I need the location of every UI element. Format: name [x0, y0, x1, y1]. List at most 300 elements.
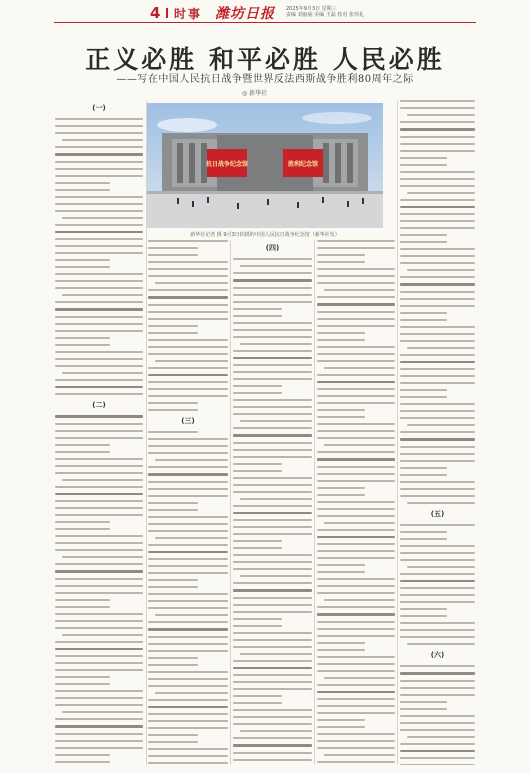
section-heading: (五): [430, 509, 445, 518]
banner-right-text: 胜利纪念馆: [287, 161, 319, 168]
text-line: [400, 403, 475, 405]
text-line: [148, 325, 198, 327]
text-line: [407, 566, 475, 568]
text-line: [400, 213, 475, 215]
text-line: [400, 481, 475, 483]
text-line: [317, 691, 395, 694]
text-line: [55, 493, 143, 496]
text-line: [55, 330, 143, 332]
text-line: [62, 479, 143, 481]
text-line: [148, 755, 228, 757]
text-line: [317, 402, 395, 404]
text-line: [317, 613, 395, 616]
text-line: [148, 530, 228, 532]
text-line: [55, 514, 143, 516]
text-line: [317, 332, 365, 334]
text-line: [55, 500, 143, 502]
text-line: [317, 698, 395, 700]
text-line: [55, 365, 143, 367]
text-line: [148, 678, 228, 680]
text-line: [400, 128, 475, 131]
text-line: [148, 734, 198, 736]
text-line: [324, 677, 395, 679]
text-line: [148, 607, 228, 609]
photo-caption: 新华社记者 摄 9月3日拍摄的中国人民抗日战争纪念馆（新华社发）: [190, 232, 340, 238]
text-line: [400, 488, 475, 490]
text-line: [55, 662, 143, 664]
text-line: [400, 136, 475, 138]
text-line: [55, 259, 110, 261]
text-line: [317, 458, 395, 461]
text-line: [148, 706, 228, 709]
text-line: [400, 375, 475, 377]
text-line: [233, 688, 312, 690]
text-line: [55, 465, 143, 467]
text-line: [400, 326, 475, 328]
section-heading: (四): [265, 244, 280, 252]
text-line: [55, 323, 143, 325]
text-line: [148, 685, 228, 687]
text-line: [400, 255, 475, 257]
text-line: [148, 671, 228, 673]
text-line: [55, 210, 143, 212]
text-line: [148, 275, 228, 277]
text-line: [155, 537, 228, 539]
header-meta: [286, 6, 364, 18]
text-line: [148, 296, 228, 299]
text-line: [148, 339, 228, 341]
text-line: [55, 161, 143, 163]
text-line: [317, 346, 395, 348]
text-line: [55, 153, 143, 156]
text-line: [317, 437, 395, 439]
text-line: [400, 495, 475, 497]
text-line: [148, 664, 198, 666]
text-line: [407, 502, 475, 504]
text-line: [148, 473, 228, 476]
text-line: [400, 305, 475, 307]
text-line: [55, 683, 110, 685]
text-line: [400, 382, 475, 384]
text-line: [317, 712, 395, 714]
text-line: [55, 168, 143, 170]
text-line: [400, 608, 447, 610]
text-line: [148, 402, 198, 404]
text-line: [233, 512, 312, 515]
text-line: [233, 385, 282, 387]
text-line: [233, 484, 312, 486]
text-line: [55, 351, 143, 353]
text-column-2: [148, 240, 228, 765]
text-line: [400, 743, 475, 745]
column-divider: [230, 240, 231, 765]
text-line: [400, 622, 475, 624]
text-line: [233, 357, 312, 360]
text-line: [400, 552, 475, 554]
text-line: [400, 389, 447, 391]
text-line: [148, 579, 198, 581]
section-heading: (一): [92, 104, 106, 112]
text-line: [317, 719, 365, 721]
text-line: [55, 430, 143, 432]
text-line: [317, 670, 395, 672]
text-line: [148, 502, 198, 504]
text-line: [148, 289, 228, 291]
text-line: [55, 125, 143, 127]
text-line: [400, 248, 475, 250]
text-line: [55, 535, 143, 537]
memorial-hall-image: [147, 103, 383, 228]
text-line: [317, 430, 395, 432]
text-line: [148, 254, 198, 256]
text-line: [55, 606, 110, 608]
text-line: [233, 582, 312, 584]
text-line: [233, 463, 282, 465]
text-line: [148, 720, 228, 722]
text-line: [148, 268, 228, 270]
text-line: [55, 358, 143, 360]
text-line: [55, 224, 143, 226]
text-line: [233, 308, 282, 310]
text-line: [317, 501, 395, 503]
newspaper-logo: 潍坊日报: [215, 6, 275, 22]
text-line: [400, 262, 475, 264]
text-line: [148, 516, 228, 518]
text-line: [55, 563, 143, 565]
text-line: [400, 636, 475, 638]
text-line: [55, 690, 143, 692]
text-line: [317, 360, 395, 362]
text-line: [317, 353, 395, 355]
text-line: [240, 730, 312, 732]
text-line: [240, 498, 312, 500]
text-line: [324, 754, 395, 756]
text-line: [55, 718, 143, 720]
text-line: [55, 740, 143, 742]
text-line: [317, 240, 395, 242]
text-line: [400, 143, 475, 145]
text-line: [148, 395, 228, 397]
text-line: [400, 438, 475, 441]
text-line: [55, 472, 143, 474]
text-line: [317, 515, 395, 517]
text-line: [55, 549, 143, 551]
text-line: [324, 522, 395, 524]
text-line: [400, 573, 475, 575]
text-line: [317, 416, 365, 418]
text-line: [317, 395, 395, 397]
text-line: [148, 551, 228, 554]
text-line: [55, 182, 110, 184]
text-column-4: [317, 240, 395, 765]
text-line: [317, 649, 365, 651]
text-line: [55, 641, 143, 643]
text-line: [317, 578, 395, 580]
text-line: [55, 486, 143, 488]
text-line: [55, 761, 110, 763]
text-line: [55, 423, 143, 425]
text-line: [400, 453, 475, 455]
text-line: [317, 409, 365, 411]
text-line: [55, 521, 110, 523]
page-header: [0, 0, 530, 24]
text-line: [148, 741, 198, 743]
text-line: [317, 761, 395, 763]
text-line: [233, 646, 312, 648]
text-line: [317, 374, 395, 376]
text-line: [155, 360, 228, 362]
text-line: [317, 740, 395, 742]
text-line: [148, 374, 228, 377]
text-line: [317, 451, 395, 453]
text-line: [233, 752, 312, 754]
text-line: [317, 621, 395, 623]
text-line: [324, 289, 395, 291]
text-line: [55, 287, 143, 289]
text-line: [233, 336, 312, 338]
text-line: [233, 442, 312, 444]
text-line: [400, 368, 475, 370]
text-line: [400, 298, 475, 300]
text-line: [55, 585, 143, 587]
text-line: [233, 279, 312, 282]
text-line: [317, 261, 365, 263]
text-line: [317, 473, 395, 475]
text-line: [400, 680, 475, 682]
text-line: [400, 283, 475, 286]
text-line: [148, 586, 198, 588]
text-line: [55, 754, 110, 756]
text-line: [148, 481, 228, 483]
text-line: [233, 392, 282, 394]
text-line: [233, 427, 312, 429]
text-line: [233, 568, 312, 570]
text-line: [317, 733, 395, 735]
text-line: [240, 575, 312, 577]
text-line: [233, 526, 312, 528]
text-line: [400, 312, 447, 314]
text-line: [317, 663, 395, 665]
text-line: [317, 480, 395, 482]
text-line: [233, 716, 312, 718]
text-line: [148, 381, 228, 383]
text-line: [400, 701, 447, 703]
text-line: [55, 301, 143, 303]
text-line: [400, 333, 475, 335]
text-line: [233, 611, 312, 613]
text-line: [400, 206, 475, 209]
text-line: [55, 379, 143, 381]
text-line: [400, 199, 475, 201]
editor-line: 责编 刘丽丽 美编 王磊 校对 张伟礼: [286, 12, 364, 18]
text-line: [55, 747, 143, 749]
page-number: 4: [150, 4, 161, 22]
text-line: [148, 318, 228, 320]
text-line: [148, 558, 228, 560]
text-line: [148, 713, 228, 715]
text-line: [233, 477, 312, 479]
text-line: [400, 708, 447, 710]
text-line: [55, 132, 143, 134]
text-line: [233, 406, 312, 408]
text-line: [233, 674, 312, 676]
text-line: [148, 466, 228, 468]
date-line: 2025年9月3日 星期三: [286, 6, 337, 12]
text-line: [317, 747, 395, 749]
text-line: [317, 296, 395, 298]
text-line: [148, 593, 228, 595]
text-line: [317, 536, 395, 539]
text-line: [55, 393, 143, 395]
text-line: [400, 446, 475, 448]
text-line: [55, 280, 143, 282]
text-line: [148, 509, 198, 511]
text-line: [233, 378, 312, 380]
section-heading: (六): [430, 651, 445, 659]
text-line: [233, 737, 312, 739]
article-byline: ◎ 新华社: [242, 90, 268, 97]
article-subtitle: ——写在中国人民抗日战争暨世界反法西斯战争胜利80周年之际: [116, 74, 414, 85]
text-line: [317, 423, 395, 425]
text-line: [233, 618, 282, 620]
text-line: [400, 545, 475, 547]
text-line: [62, 139, 143, 141]
text-line: [55, 238, 143, 240]
text-line: [233, 519, 312, 521]
text-line: [233, 371, 312, 373]
text-line: [148, 438, 228, 440]
text-line: [148, 600, 228, 602]
text-line: [400, 722, 475, 724]
text-line: [155, 614, 228, 616]
text-line: [233, 709, 312, 711]
text-line: [148, 544, 228, 546]
text-line: [62, 372, 143, 374]
text-line: [400, 580, 475, 583]
text-line: [55, 704, 143, 706]
text-line: [400, 150, 475, 152]
text-line: [317, 282, 395, 284]
text-line: [233, 294, 312, 296]
text-column-3: [233, 240, 312, 765]
text-line: [155, 459, 228, 461]
text-line: [400, 361, 475, 364]
text-line: [317, 726, 365, 728]
text-line: [55, 725, 143, 728]
text-line: [240, 343, 312, 345]
text-line: [400, 178, 475, 180]
text-line: [233, 723, 312, 725]
text-line: [317, 642, 365, 644]
text-line: [407, 736, 475, 738]
text-line: [400, 474, 447, 476]
text-line: [55, 733, 143, 735]
text-line: [148, 452, 228, 454]
text-line: [317, 318, 395, 320]
text-line: [400, 559, 475, 561]
text-line: [317, 388, 395, 390]
text-line: [400, 629, 475, 631]
text-line: [400, 164, 447, 166]
text-line: [233, 322, 312, 324]
text-line: [233, 329, 312, 331]
text-line: [233, 491, 312, 493]
text-line: [240, 653, 312, 655]
text-line: [317, 494, 365, 496]
text-line: [148, 488, 228, 490]
text-line: [400, 431, 475, 433]
text-line: [233, 258, 312, 260]
text-line: [55, 245, 143, 247]
text-line: [317, 585, 395, 587]
text-line: [400, 291, 475, 293]
text-line: [55, 655, 143, 657]
text-line: [233, 695, 282, 697]
text-line: [233, 759, 312, 761]
text-line: [233, 449, 312, 451]
text-line: [317, 247, 395, 249]
text-line: [233, 632, 312, 634]
text-line: [233, 434, 312, 437]
text-line: [55, 386, 143, 389]
text-line: [233, 554, 312, 556]
column-divider: [397, 100, 398, 765]
text-line: [148, 643, 228, 645]
text-line: [400, 396, 447, 398]
text-line: [233, 287, 312, 289]
text-line: [400, 241, 447, 243]
text-line: [317, 705, 395, 707]
text-line: [400, 319, 447, 321]
text-line: [400, 107, 475, 109]
text-line: [148, 495, 228, 497]
text-line: [148, 304, 228, 306]
section-heading: (三): [181, 417, 195, 425]
text-line: [148, 332, 198, 334]
text-line: [400, 531, 447, 533]
text-line: [317, 628, 395, 630]
text-line: [55, 458, 143, 460]
text-line: [317, 487, 365, 489]
text-line: [62, 711, 143, 713]
section-name: 时事: [174, 7, 203, 21]
text-line: [55, 231, 143, 234]
text-line: [233, 470, 282, 472]
text-line: [317, 311, 395, 313]
text-line: [400, 694, 475, 696]
text-line: [55, 203, 143, 205]
text-line: [317, 508, 395, 510]
text-line: [317, 466, 395, 468]
text-line: [407, 424, 475, 426]
text-line: [317, 254, 365, 256]
text-line: [148, 762, 228, 764]
text-line: [148, 657, 198, 659]
text-line: [407, 192, 475, 194]
text-line: [148, 388, 228, 390]
text-line: [400, 601, 475, 603]
text-line: [317, 543, 395, 545]
text-line: [400, 594, 475, 596]
text-line: [407, 347, 475, 349]
text-line: [400, 587, 475, 589]
section-heading: (二): [92, 401, 106, 409]
text-line: [233, 681, 312, 683]
text-line: [55, 118, 143, 120]
text-line: [400, 460, 475, 462]
text-line: [55, 196, 143, 198]
text-line: [55, 599, 110, 601]
